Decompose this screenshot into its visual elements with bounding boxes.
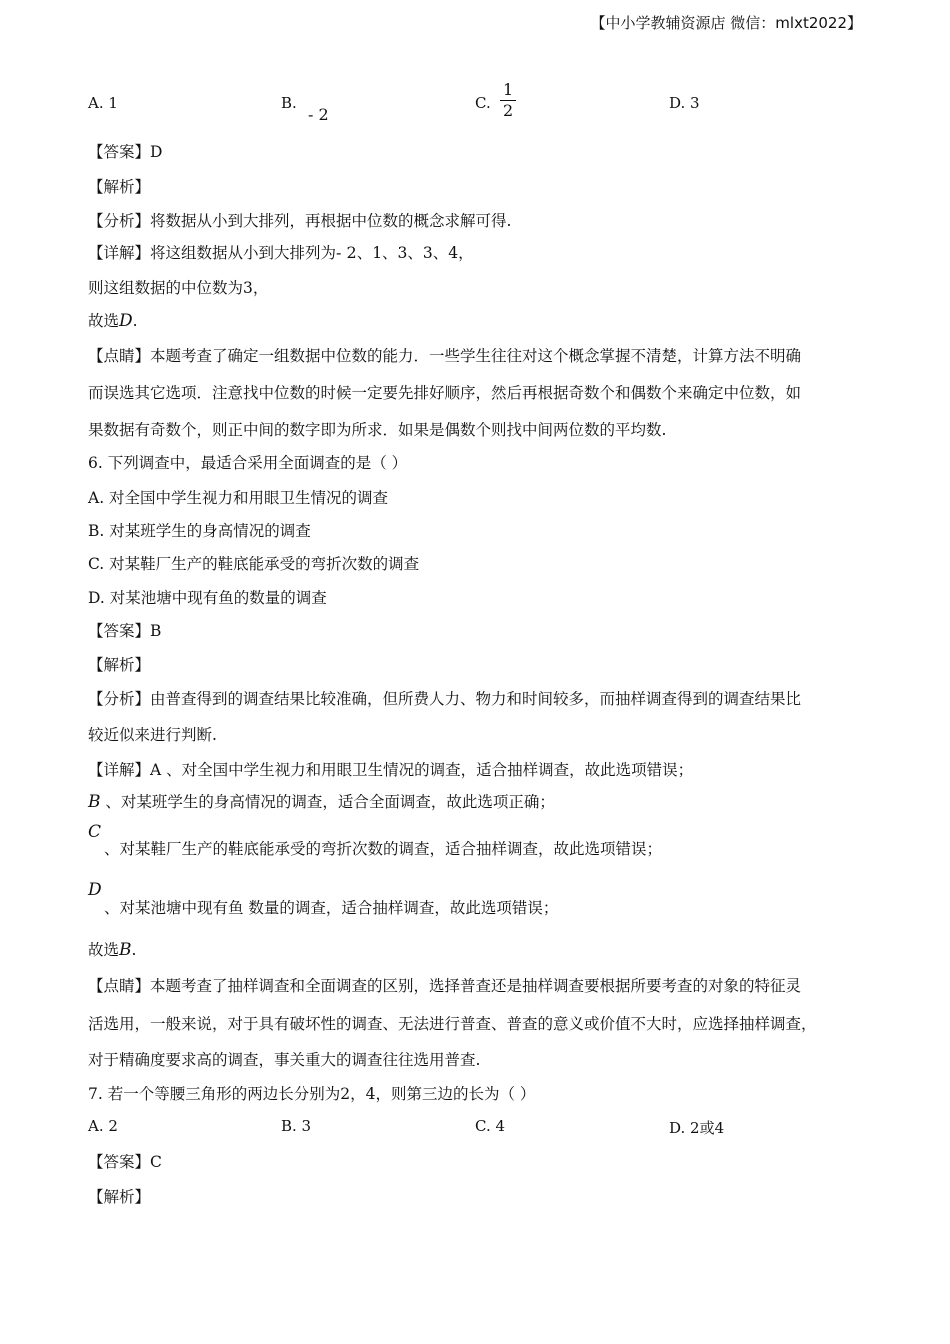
fraction-denominator: 2 [503, 101, 514, 120]
q6-xiangjie-a: 【详解】A 、对全国中学生视力和用眼卫生情况的调查，适合抽样调查，故此选项错误； [88, 761, 694, 779]
q7-answer: 【答案】C [88, 1153, 162, 1171]
q7-jiexi: 【解析】 [88, 1188, 151, 1206]
q5-jiexi: 【解析】 [88, 178, 151, 196]
q6-option-c: C. 对某鞋厂生产的鞋底能承受的弯折次数的调查 [88, 555, 420, 573]
q5-guxuan-end: . [132, 312, 138, 330]
q6-fenxi-line1: 【分析】由普查得到的调查结果比较准确，但所费人力、物力和时间较多，而抽样调查得到的调查结果比 [88, 690, 802, 708]
q6-guxuan [88, 938, 136, 960]
q7-option-a: A. 2 [88, 1117, 118, 1135]
q6-xiangjie-c-letter: C [88, 822, 102, 842]
q6-guxuan-letter: B [119, 940, 132, 960]
page-header: 【中小学教辅资源店 微信：mlxt2022】 [590, 14, 862, 32]
q5-option-b-value: - 2 [308, 105, 329, 124]
q6-stem: 6. 下列调查中，最适合采用全面调查的是（ ） [88, 454, 408, 472]
q7-stem: 7. 若一个等腰三角形的两边长分别为2，4，则第三边的长为（ ） [88, 1085, 536, 1103]
q5-dianjing-line1: 【点睛】本题考查了确定一组数据中位数的能力．一些学生往往对这个概念掌握不清楚，计算方法不明确 [88, 347, 802, 365]
q5-xiangjie-rest: 、1、3、3、4， [356, 244, 474, 262]
q5-xiangjie [88, 241, 474, 263]
q5-option-a: A. 1 [88, 94, 118, 112]
q5-xiangjie-neg: - 2 [336, 243, 357, 262]
q5-option-c-fraction [500, 80, 516, 121]
q6-xiangjie-b-letter: B [88, 792, 101, 812]
q6-dianjing-line2: 活选用，一般来说，对于具有破坏性的调查、无法进行普查、普查的意义或价值不大时，应选择抽样调查， [88, 1015, 817, 1033]
q5-guxuan-text: 故选 [88, 312, 120, 330]
q6-option-a: A. 对全国中学生视力和用眼卫生情况的调查 [88, 489, 389, 507]
q6-fenxi-line2: 较近似来进行判断. [88, 726, 217, 744]
q6-guxuan-end: . [131, 941, 137, 959]
q5-guxuan [88, 309, 138, 331]
q5-answer: 【答案】D [88, 143, 163, 161]
q5-dianjing-line3: 果数据有奇数个，则正中间的数字即为所求．如果是偶数个则找中间两位数的平均数. [88, 421, 667, 439]
q6-option-b: B. 对某班学生的身高情况的调查 [88, 522, 311, 540]
q5-option-b-label: B. [281, 94, 297, 112]
q5-option-d: D. 3 [669, 94, 700, 112]
q6-answer: 【答案】B [88, 622, 162, 640]
q5-dianjing-line2: 而误选其它选项．注意找中位数的时候一定要先排好顺序，然后再根据奇数个和偶数个来确定中位数，如 [88, 384, 802, 402]
q7-option-d: D. 2或4 [669, 1119, 725, 1137]
fraction-numerator: 1 [500, 80, 516, 101]
q6-xiangjie-d: 、对某池塘中现有鱼 数量的调查，适合抽样调查，故此选项错误； [104, 899, 559, 917]
q6-xiangjie-c: 、对某鞋厂生产的鞋底能承受的弯折次数的调查，适合抽样调查，故此选项错误； [104, 840, 663, 858]
q5-median-line: 则这组数据的中位数为3， [88, 279, 269, 297]
q5-xiangjie-text: 【详解】将这组数据从小到大排列为 [88, 244, 337, 262]
q5-fenxi: 【分析】将数据从小到大排列，再根据中位数的概念求解可得. [88, 212, 512, 230]
q7-option-b: B. 3 [281, 1117, 312, 1135]
q7-option-c: C. 4 [475, 1117, 506, 1135]
q6-xiangjie-b-text: 、对某班学生的身高情况的调查，适合全面调查，故此选项正确； [100, 793, 555, 811]
q6-option-d: D. 对某池塘中现有鱼的数量的调查 [88, 589, 327, 607]
q6-xiangjie-d-letter: D [88, 880, 102, 900]
q5-guxuan-letter: D [119, 311, 133, 331]
q6-guxuan-text: 故选 [88, 941, 120, 959]
q6-dianjing-line3: 对于精确度要求高的调查，事关重大的调查往往选用普查. [88, 1051, 481, 1069]
q6-jiexi: 【解析】 [88, 656, 151, 674]
q6-dianjing-line1: 【点睛】本题考查了抽样调查和全面调查的区别，选择普查还是抽样调查要根据所要考查的对象的特征灵 [88, 977, 802, 995]
q5-option-c-label: C. [475, 94, 491, 112]
q6-xiangjie-b [88, 790, 555, 812]
